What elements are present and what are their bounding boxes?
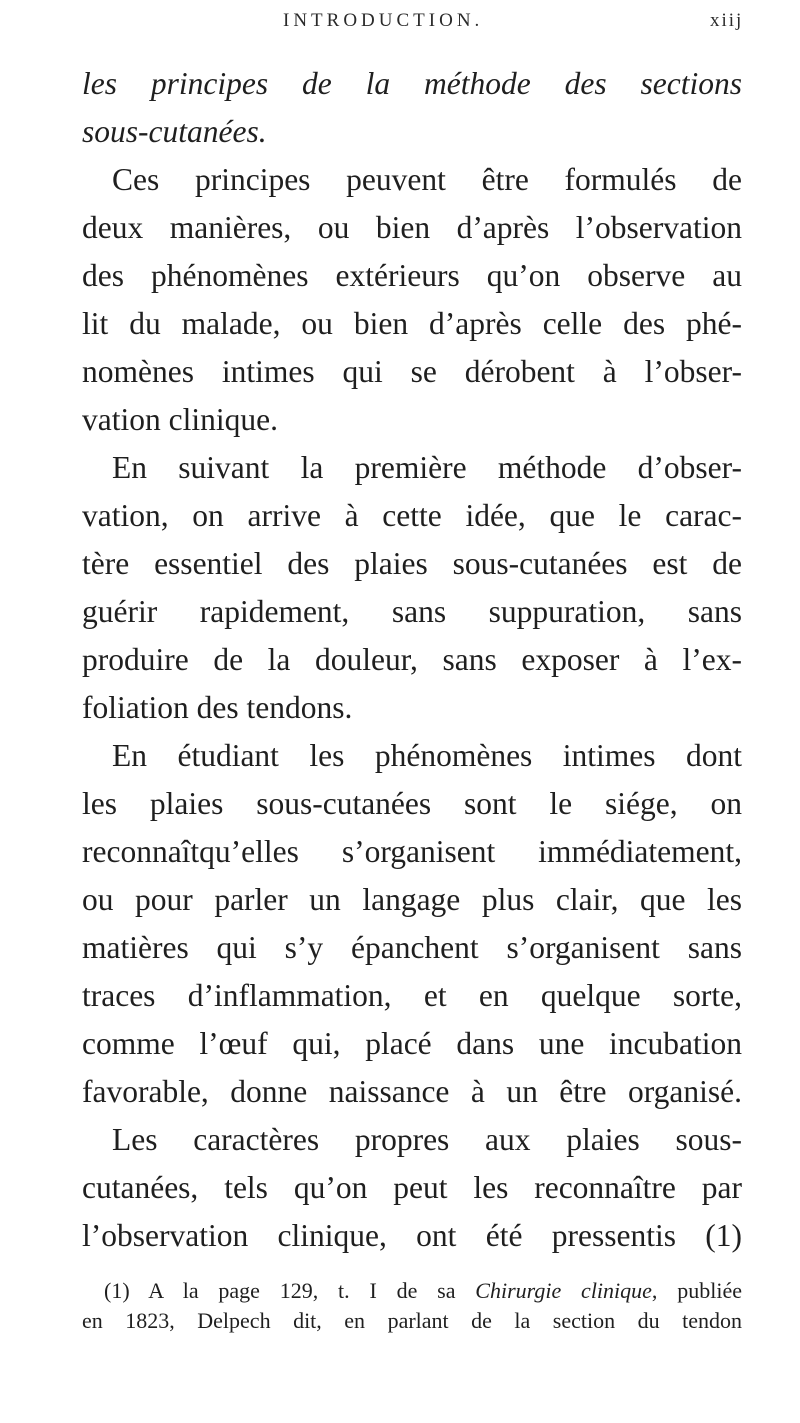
running-head: INTRODUCTION. (283, 10, 484, 31)
text-line: vation, on arrive à cette idée, que le carac- (82, 498, 742, 533)
text-line: deux manières, ou bien d’après l’observation (82, 210, 742, 245)
text-line: comme l’œuf qui, placé dans une incubation (82, 1026, 742, 1061)
text-line: nomènes intimes qui se dérobent à l’obser- (82, 354, 742, 389)
text-line: produire de la douleur, sans exposer à l’ex- (82, 642, 742, 677)
text-line: les principes de la méthode des sections (82, 66, 742, 101)
paragraph-start: Ces principes peuvent être formulés de (112, 162, 742, 197)
cited-work-title: Chirurgie clinique (475, 1278, 652, 1303)
text-line: lit du malade, ou bien d’après celle des phé- (82, 306, 742, 341)
footnote-text: (1) A la page 129, t. I de sa (104, 1278, 476, 1303)
text-line: vation clinique. (82, 402, 278, 437)
text-line: matières qui s’y épanchent s’organisent sans (82, 930, 742, 965)
footnote-line (104, 1276, 742, 1306)
paragraph-start: Les caractères propres aux plaies sous- (112, 1122, 742, 1157)
text-line: traces d’inflammation, et en quelque sorte, (82, 978, 742, 1013)
text-line: reconnaîtqu’elles s’organisent immédiatement, (82, 834, 742, 869)
text-line: guérir rapidement, sans suppuration, sans (82, 594, 742, 629)
text-line: ou pour parler un langage plus clair, que les (82, 882, 742, 917)
text-line: foliation des tendons. (82, 690, 353, 725)
text-line: favorable, donne naissance à un être organisé. (82, 1074, 742, 1109)
paragraph-start: En suivant la première méthode d’obser- (112, 450, 742, 485)
paragraph-start: En étudiant les phénomènes intimes dont (112, 738, 742, 773)
text-line: les plaies sous-cutanées sont le siége, on (82, 786, 742, 821)
text-line: l’observation clinique, ont été pressentis (1) (82, 1218, 742, 1253)
text-line: cutanées, tels qu’on peut les reconnaître par (82, 1170, 742, 1205)
page-number: xiij (710, 10, 744, 31)
text-line: tère essentiel des plaies sous-cutanées est de (82, 546, 742, 581)
footnote-line: en 1823, Delpech dit, en parlant de la section du tendon (82, 1308, 742, 1333)
text-line: sous-cutanées. (82, 114, 267, 149)
text-line: des phénomènes extérieurs qu’on observe au (82, 258, 742, 293)
footnote-text: , publiée (651, 1278, 742, 1303)
